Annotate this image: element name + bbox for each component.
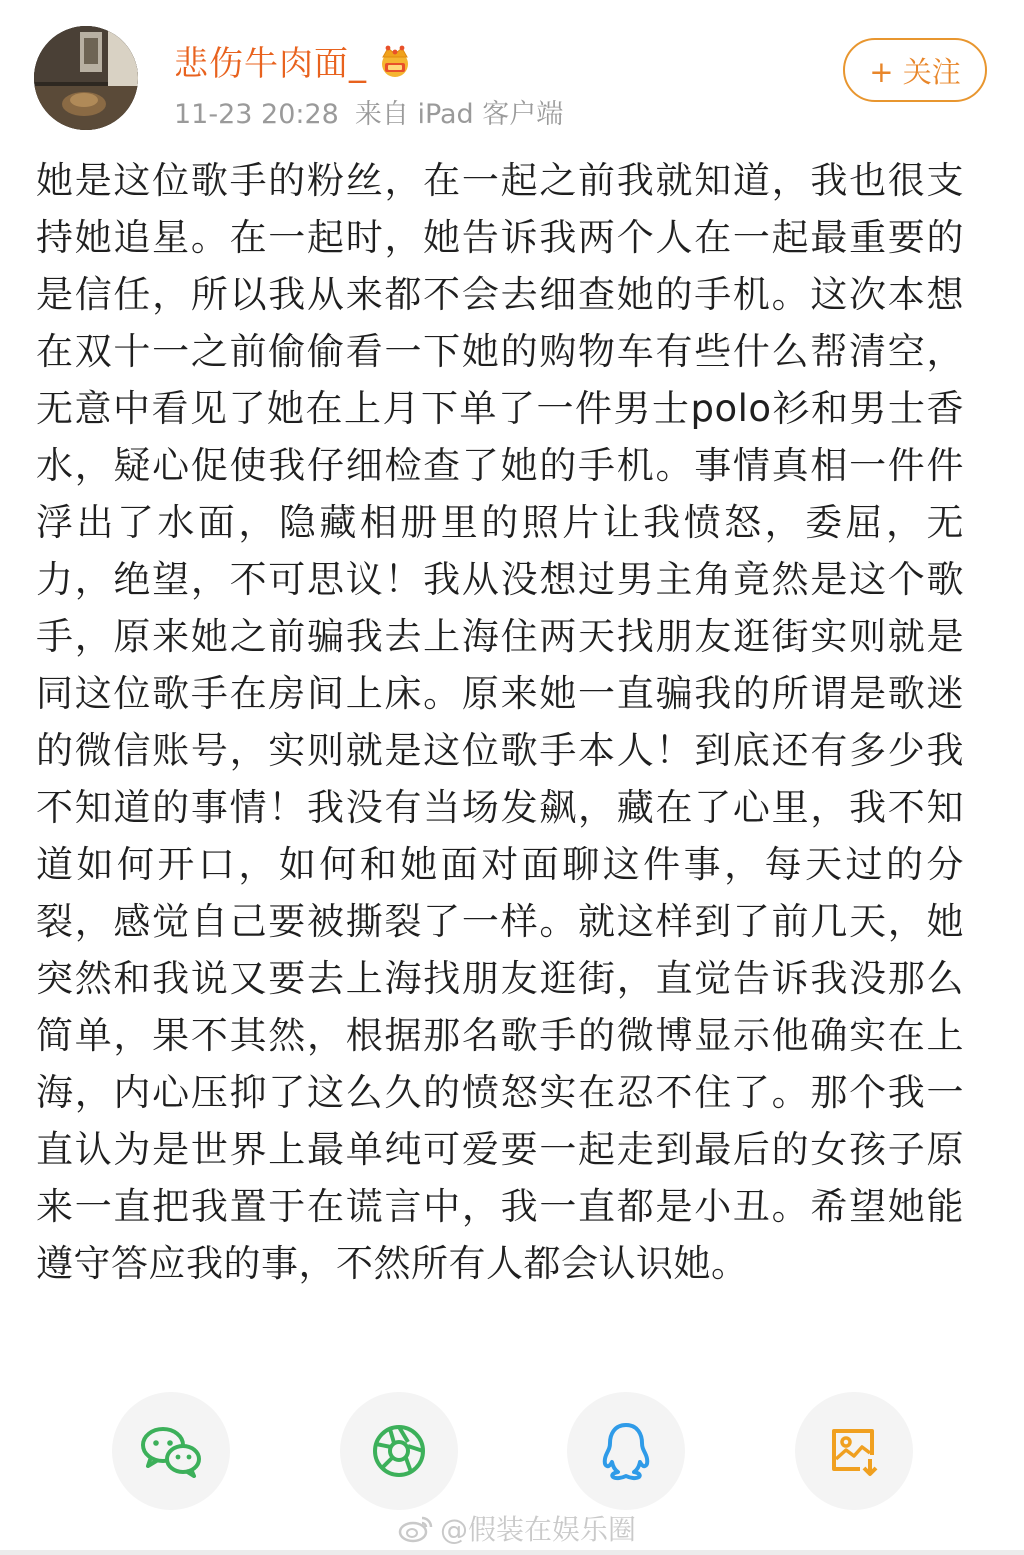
qq-icon (600, 1421, 652, 1481)
follow-button[interactable]: + 关注 (843, 38, 987, 102)
avatar[interactable] (34, 26, 138, 130)
post-header (0, 0, 1024, 140)
post-meta (174, 92, 563, 131)
avatar-image (34, 26, 138, 130)
share-bar (0, 1392, 1024, 1512)
save-image-icon (828, 1425, 880, 1477)
watermark (398, 1508, 636, 1548)
post-timestamp: 11-23 20:28 (174, 99, 339, 130)
crown-badge-icon (375, 43, 415, 79)
post-content: 她是这位歌手的粉丝，在一起之前我就知道，我也很支持她追星。在一起时，她告诉我两个人在一起最重要的是信任，所以我从来都不会去细查她的手机。这次本想在双十一之前偷偷看一下她的购物车有些什么帮清空，无意中看见了她在上月下单了一件男士polo衫和男士香水，疑心促使我仔细检查了她的手机。事情真相一件件浮出了水面，隐藏相册里的照片让我愤怒，委屈，无力，绝望，不可思议！我从没想过男主角竟然是这个歌手，原来她之前骗我去上海住两天找朋友逛街实则就是同这位歌手在房间上床。原来她一直骗我的所谓是歌迷的微信账号，实则就是这位歌手本人！到底还有多少我不知道的事情！我没有当场发飙，藏在了心里，我不知道如何开口，如何和她面对面聊这件事，每天过的分裂，感觉自己要被撕裂了一样。就这样到了前几天，她突然和我说又要去上海找朋友逛街，直觉告诉我没那么简单，果不其然，根据那名歌手的微博显示他确实在上海，内心压抑了这么久的愤怒实在忍不住了。那个我一直认为是世界上最单纯可爱要一起走到最后的女孩子原来一直把我置于在谎言中，我一直都是小丑。希望她能遵守答应我的事，不然所有人都会认识她。 (36, 159, 964, 1285)
weibo-logo-icon (398, 1513, 434, 1543)
share-moments-button[interactable] (340, 1392, 458, 1510)
username[interactable]: 悲伤牛肉面_ (174, 44, 367, 84)
wechat-icon (139, 1423, 203, 1479)
bottom-divider (0, 1550, 1024, 1555)
save-image-button[interactable] (795, 1392, 913, 1510)
watermark-text: @假装在娱乐圈 (440, 1513, 637, 1546)
username-row (174, 36, 415, 85)
post-source: 来自 iPad 客户端 (354, 99, 564, 130)
share-qq-button[interactable] (567, 1392, 685, 1510)
share-wechat-button[interactable] (112, 1392, 230, 1510)
moments-icon (370, 1422, 428, 1480)
